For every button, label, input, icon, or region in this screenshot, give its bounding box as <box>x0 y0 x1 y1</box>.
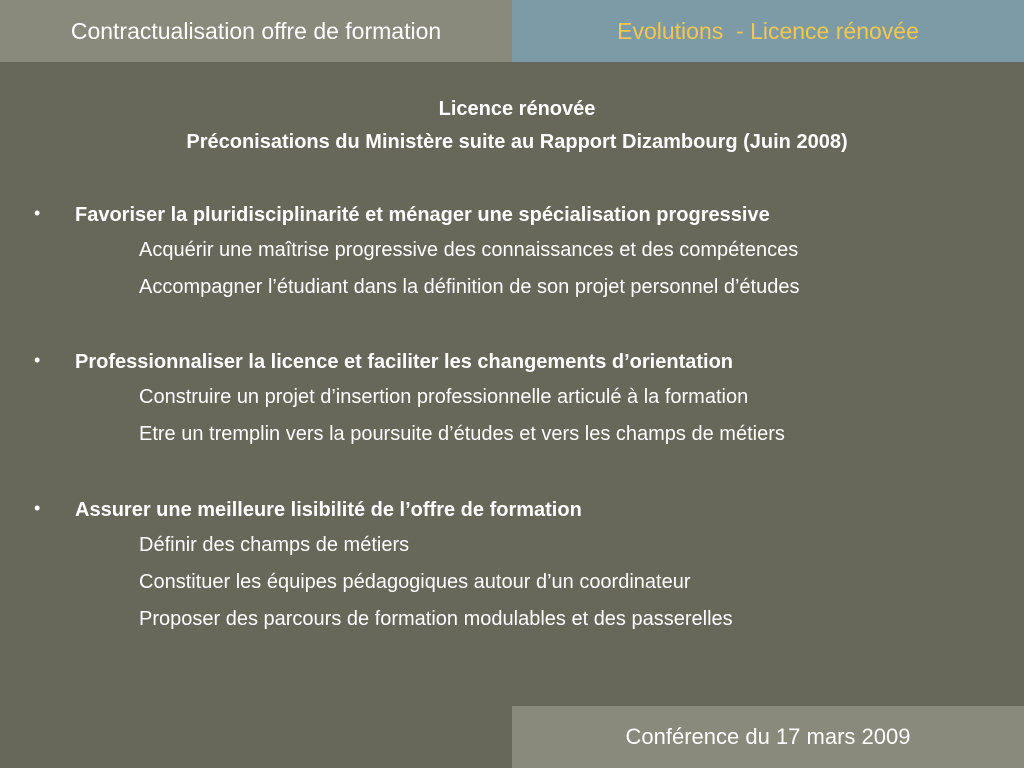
bullet-heading <box>0 346 1024 383</box>
sub-item-text: Accompagner l’étudiant dans la définition de son projet personnel d’études <box>139 276 800 298</box>
sub-item <box>0 605 1024 642</box>
slide-title <box>0 93 1024 159</box>
bullet-heading <box>0 199 1024 236</box>
header-left-title: Contractualisation offre de formation <box>70 17 442 44</box>
slide-title-line2: Préconisations du Ministère suite au Rapport Dizambourg (Juin 2008) <box>186 131 848 153</box>
sub-item <box>0 531 1024 568</box>
bullet-icon: • <box>34 498 41 518</box>
bullet-icon: • <box>34 203 41 223</box>
bullet-heading-text: Favoriser la pluridisciplinarité et ménager une spécialisation progressive <box>75 204 770 226</box>
section-3 <box>0 494 1024 642</box>
slide-title-line1: Licence rénovée <box>438 98 596 120</box>
sub-item-text: Construire un projet d’insertion professionnelle articulé à la formation <box>139 386 749 408</box>
sub-item-text: Constituer les équipes pédagogiques autour d’un coordinateur <box>139 571 691 593</box>
sub-item <box>0 383 1024 420</box>
footer-text: Conférence du 17 mars 2009 <box>625 724 911 749</box>
sub-item-text: Etre un tremplin vers la poursuite d’études et vers les champs de métiers <box>139 423 785 445</box>
sub-item-text: Proposer des parcours de formation modulables et des passerelles <box>139 608 733 630</box>
header-right-banner <box>512 0 1024 62</box>
section-2 <box>0 346 1024 457</box>
section-1 <box>0 199 1024 310</box>
sub-item-text: Définir des champs de métiers <box>139 534 410 556</box>
bullet-heading-text: Professionnaliser la licence et faciliter les changements d’orientation <box>75 351 733 373</box>
sub-item-text: Acquérir une maîtrise progressive des connaissances et des compétences <box>139 239 799 261</box>
footer-banner <box>512 706 1024 768</box>
sub-item <box>0 568 1024 605</box>
bullet-heading <box>0 494 1024 531</box>
bullet-icon: • <box>34 350 41 370</box>
bullet-heading-text: Assurer une meilleure lisibilité de l’offre de formation <box>75 499 582 521</box>
header-right-title: Evolutions - Licence rénovée <box>617 17 919 44</box>
sub-item <box>0 236 1024 273</box>
sub-item <box>0 420 1024 457</box>
sub-item <box>0 273 1024 310</box>
header-left-banner <box>0 0 512 62</box>
